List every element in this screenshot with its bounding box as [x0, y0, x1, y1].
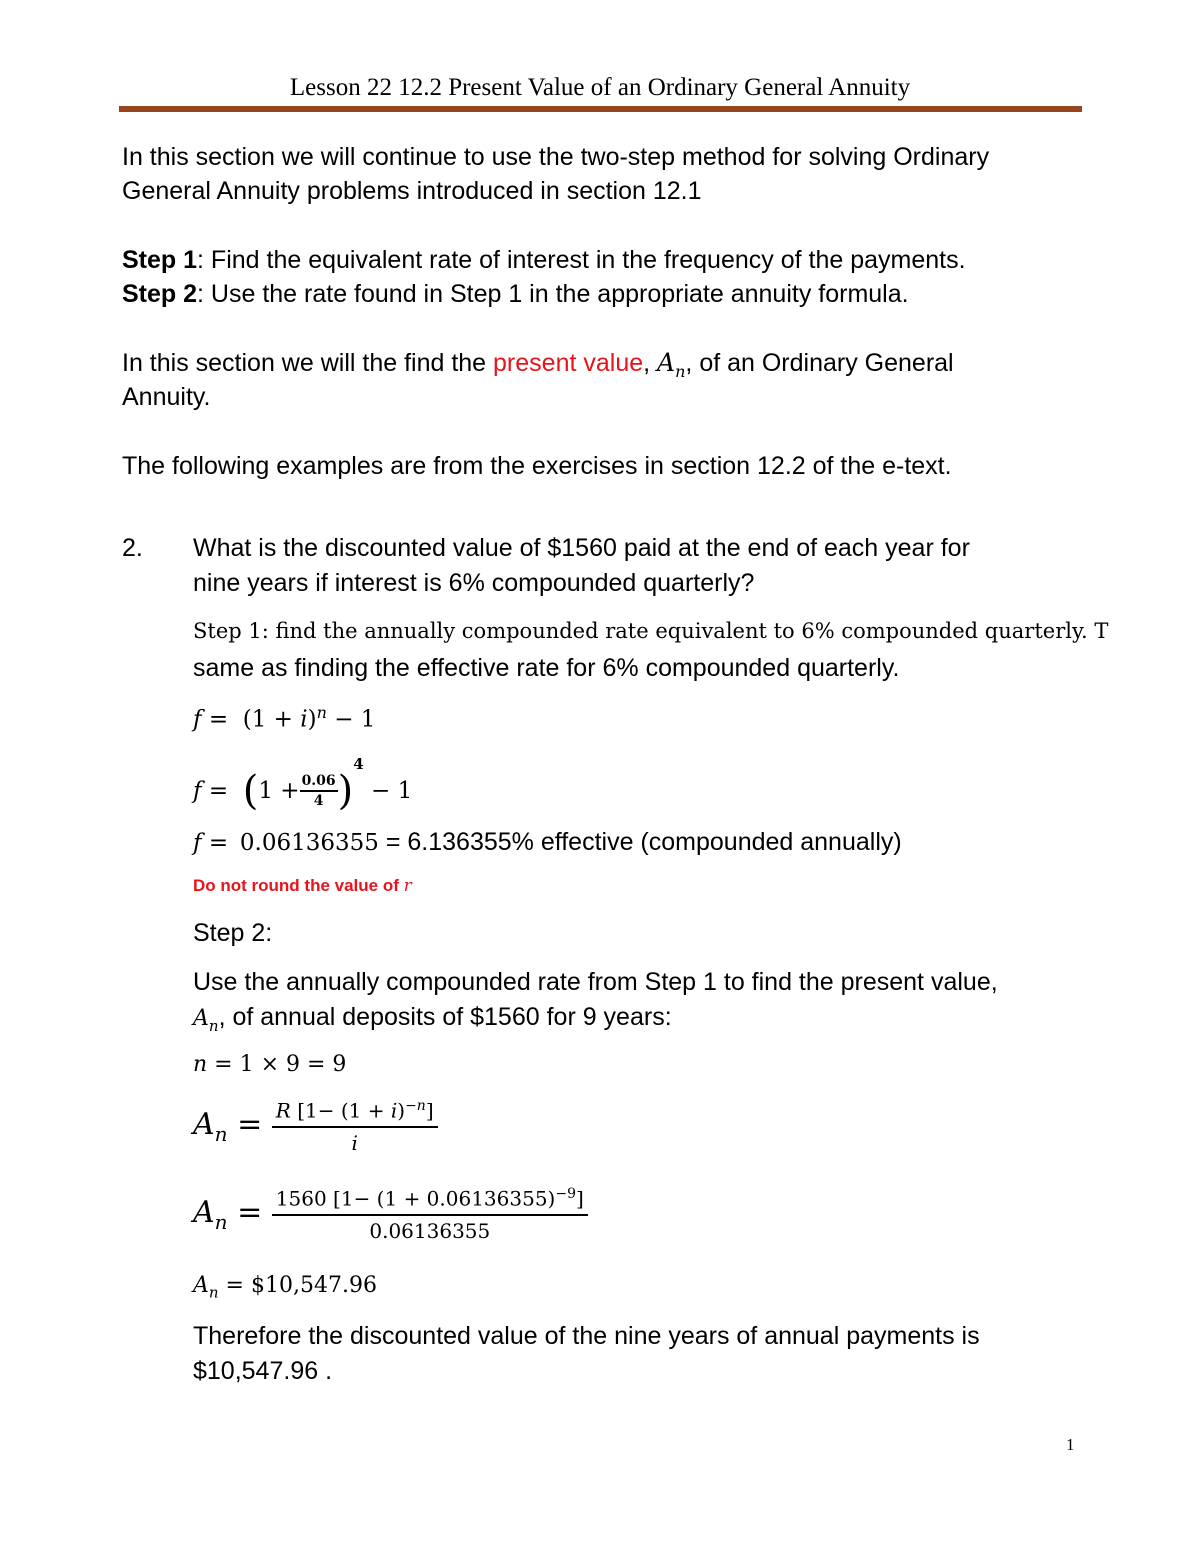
sub-formula-numerator: 1560 [1− (1 + 0.06136355) — [275, 1186, 556, 1211]
formula-close: ) — [397, 1098, 406, 1123]
eq1-f: f — [193, 706, 202, 733]
eq3-f: f — [193, 830, 202, 856]
equation-effective-rate-substituted — [193, 755, 413, 814]
result-value: = $10,547.96 — [218, 1273, 377, 1298]
present-value-line-2: Annuity. — [122, 383, 211, 411]
page-title: Lesson 22 12.2 Present Value of an Ordinary General Annuity — [289, 74, 911, 101]
solution-step-1-heading: Step 1: find the annually compounded rate equivalent to 6% compounded quarterly. T — [193, 619, 1109, 643]
formula-num-rest: [1− (1 + — [290, 1098, 391, 1123]
formula-i: i — [390, 1098, 398, 1123]
eq3-equals: = — [201, 830, 236, 856]
eq2-numerator: 0.06 — [300, 773, 338, 792]
eq2-open-paren: ( — [242, 768, 259, 814]
eq2-fraction — [300, 773, 338, 809]
present-value-formula: $A_n$ = $\frac{R [1- (1 + i)^{-n}]}{i}$ — [193, 1098, 438, 1155]
present-value-result — [193, 1273, 377, 1301]
equation-effective-rate-result — [193, 828, 902, 857]
header-divider — [119, 106, 1082, 112]
rounding-warning — [193, 876, 412, 896]
question-number: 2. — [122, 534, 143, 562]
n-variable: n — [193, 1052, 208, 1077]
question-line-2: nine years if interest is 6% compounded quarterly? — [193, 569, 755, 597]
step2-A-sub: n — [208, 1017, 219, 1035]
eq2-f: f — [193, 778, 202, 804]
eq2-close-paren: ) — [337, 768, 354, 814]
sub-formula-exponent: −9 — [555, 1186, 577, 1202]
eq2-denominator: 4 — [313, 793, 324, 809]
formula-R: R — [275, 1098, 291, 1123]
result-A: A — [193, 1273, 209, 1298]
conclusion-line-1: Therefore the discounted value of the nine years of annual payments is — [193, 1322, 980, 1350]
step-2-label: Step 2 — [122, 280, 198, 308]
step-1-description — [122, 246, 966, 275]
solution-step-2-line-1: Use the annually compounded rate from Step 1 to find the present value, — [193, 968, 998, 996]
n-equation-rest: = 1 × 9 = 9 — [207, 1052, 347, 1077]
solution-step-2-line-2 — [193, 1003, 672, 1035]
eq1-equals: = — [201, 706, 236, 733]
step2-A: A — [193, 1006, 209, 1031]
step-2-text: : Use the rate found in Step 1 in the appropriate annuity formula. — [197, 280, 909, 308]
eq2-equals: = — [201, 778, 236, 804]
warning-variable: r — [403, 876, 412, 896]
present-value-formula-substituted: $A_n$ = $\frac{1560 [1- (1 + 0.06136355)^{-9}]}{0.06136355}$ — [193, 1186, 588, 1243]
formula-denominator: i — [351, 1130, 358, 1155]
formula-exponent: −n — [405, 1098, 426, 1114]
solution-step-2-label: Step 2: — [193, 919, 273, 947]
eq2-exponent: 4 — [353, 755, 364, 773]
pv-symbol-A: A — [657, 348, 676, 377]
eq2-tail: − 1 — [363, 778, 413, 804]
pv-text-pre: In this section we will the find the — [122, 349, 494, 377]
solution-step-1-line-2: same as finding the effective rate for 6% compounded quarterly. — [193, 654, 900, 682]
sub-formula-A: A — [193, 1194, 215, 1230]
equation-effective-rate-general — [193, 703, 375, 733]
result-A-sub: n — [208, 1283, 219, 1302]
pv-symbol-sub: n — [675, 362, 686, 381]
present-value-highlight: present value — [493, 349, 644, 377]
eq1-open: (1 + — [242, 706, 301, 733]
eq3-text: = 6.136355% effective (compounded annually) — [378, 828, 902, 856]
eq1-i: i — [300, 706, 308, 733]
sub-formula-denominator: 0.06136355 — [369, 1218, 491, 1243]
eq2-one-plus: 1 + — [258, 778, 300, 804]
step-2-description — [122, 280, 909, 309]
intro-line-1: In this section we will continue to use the two-step method for solving Ordinary — [122, 143, 990, 171]
sub-formula-bracket: ] — [576, 1186, 584, 1211]
eq1-tail: − 1 — [326, 706, 376, 733]
present-value-sentence: In this section we will the find the present value, $A_n$, of an Ordinary General — [122, 348, 954, 381]
equation-n — [193, 1052, 346, 1077]
eq3-value: 0.06136355 — [239, 830, 379, 856]
step2-line2-text: , of annual deposits of $1560 for 9 years: — [218, 1003, 672, 1031]
formula-A-sub: n — [214, 1121, 228, 1146]
eq1-exponent: n — [316, 703, 327, 722]
step-1-text: : Find the equivalent rate of interest in the frequency of the payments. — [197, 246, 966, 274]
page-number: 1 — [1066, 1435, 1075, 1454]
examples-intro: The following examples are from the exercises in section 12.2 of the e-text. — [122, 452, 952, 480]
step-1-label: Step 1 — [122, 246, 198, 274]
formula-bracket: ] — [425, 1098, 434, 1123]
sub-formula-A-sub: n — [214, 1209, 228, 1234]
pv-text-post: , of an Ordinary General — [685, 349, 954, 377]
warning-text: Do not round the value of — [193, 876, 404, 895]
intro-line-2: General Annuity problems introduced in section 12.1 — [122, 177, 702, 205]
question-line-1: What is the discounted value of $1560 paid at the end of each year for — [193, 534, 970, 562]
eq1-close: ) — [307, 706, 317, 733]
formula-fraction — [272, 1098, 438, 1155]
conclusion-line-2: $10,547.96 . — [193, 1357, 333, 1385]
formula-A: A — [193, 1106, 215, 1142]
sub-formula-fraction — [272, 1186, 588, 1243]
